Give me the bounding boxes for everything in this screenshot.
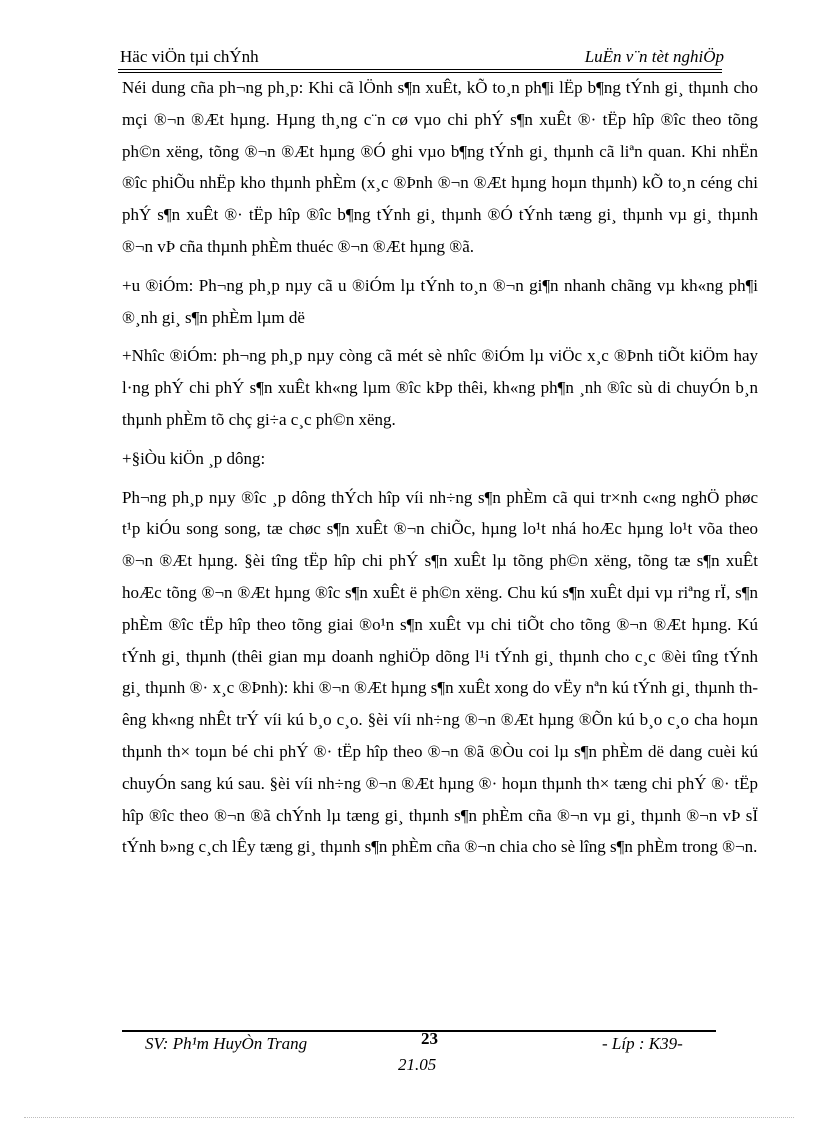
- header-rule: [118, 69, 722, 70]
- paragraph-applicability: Ph¬ng ph¸p nµy ®îc ¸p dông thÝch hîp víi nh÷ng s¶n phÈm cã qui tr×nh c«ng nghÖ phøc t¹p kiÓu song song, tæ chøc s¶n xuÊt ®¬n chiÕc, hµng lo¹t nhá hoÆc hµng lo¹t võa theo ®¬n ®Æt hµng. §èi tîng tËp hîp chi phÝ s¶n xuÊt lµ tõng ph©n xëng, tõng tæ s¶n xuÊt hoÆc tõng ®¬n ®Æt hµng ®îc s¶n xuÊt ë ph©n xëng. Chu kú s¶n xuÊt dµi vµ riªng rÏ, s¶n phÈm ®îc tËp hîp theo tõng giai ®o¹n s¶n xuÊt vµ chi tiÕt cho tõng ®¬n ®Æt hµng. Kú tÝnh gi¸ thµnh (thêi gian mµ doanh nghiÖp dõng l¹i tÝnh gi¸ thµnh cho c¸c ®èi tîng tÝnh gi¸ thµnh ®· x¸c ®Þnh): khi ®¬n ®Æt hµng s¶n xuÊt xong do vËy nªn kú tÝnh gi¸ thµnh thêng kh«ng nhÊt trÝ víi kú b¸o c¸o. §èi víi nh÷ng ®¬n ®Æt hµng ®Õn kú b¸o c¸o cha hoµn thµnh th× toµn bé chi phÝ ®· tËp hîp theo ®¬n ®ã ®Òu coi lµ s¶n phÈm dë dang cuèi kú chuyÓn sang kú sau. §èi víi nh÷ng ®¬n ®Æt hµng ®· hoµn thµnh th× tæng chi phÝ ®· tËp hîp ®îc theo ®¬n ®ã chÝnh lµ tæng gi¸ thµnh s¶n phÈm cña ®¬n vµ gi¸ thµnh ®¬n vÞ sÏ tÝnh b»ng c¸ch lÊy tæng gi¸ thµnh s¶n phÈm cña ®¬n chia cho sè lîng s¶n phÈm trong ®¬n.: [122, 487, 758, 857]
- header-document-type: LuËn v¨n tèt nghiÖp: [584, 47, 724, 66]
- paragraph-advantages: +u ®iÓm: Ph¬ng ph¸p nµy cã u ®iÓm lµ tÝnh to¸n ®¬n gi¶n nhanh chãng vµ kh«ng ph¶i ®¸nh gi¸ s¶n phÈm lµm dë: [122, 275, 758, 327]
- page-edge-dotted-line: [24, 1117, 794, 1118]
- header-school-name: Häc viÖn tµi chÝnh: [120, 47, 259, 66]
- footer-class: - Líp : K39-: [602, 1034, 683, 1053]
- page-sub-number: 21.05: [398, 1055, 437, 1074]
- paragraph-disadvantages: +Nhîc ®iÓm: ph¬ng ph¸p nµy còng cã mét sè nhîc ®iÓm lµ viÖc x¸c ®Þnh tiÕt kiÖm hay l·ng phÝ chi phÝ s¶n xuÊt kh«ng lµm ®îc kÞp thêi, kh«ng ph¶n ¸nh ®îc sù di chuyÓn b¸n thµnh phÈm tõ chç gi÷a c¸c ph©n xëng.: [122, 346, 758, 429]
- paragraph-conditions-heading: +§iÒu kiÖn ¸p dông:: [122, 448, 266, 468]
- footer-student-name: SV: Ph¹m HuyÒn Trang: [145, 1034, 308, 1053]
- body-text: [122, 72, 758, 870]
- footer-rule: [122, 1030, 716, 1032]
- paragraph-method-content: Néi dung cña ph¬ng ph¸p: Khi cã lÖnh s¶n xuÊt, kÕ to¸n ph¶i lËp b¶ng tÝnh gi¸ thµnh cho mçi ®¬n ®Æt hµng. Hµng th¸ng c¨n cø vµo chi phÝ s¶n xuÊt ®· tËp hîp ®îc theo tõng ph©n xëng, tõng ®¬n ®Æt hµng ®Ó ghi vµo b¶ng tÝnh gi¸ thµnh cã liªn quan. Khi nhËn ®îc phiÕu nhËp kho thµnh phÈm (x¸c ®Þnh ®¬n ®Æt hµng hoµn thµnh) kÕ to¸n céng chi phÝ s¶n xuÊt ®· tËp hîp ®îc b¶ng tÝnh gi¸ thµnh ®Ó tÝnh tæng gi¸ thµnh vµ gi¸ thµnh ®¬n vÞ cña thµnh phÈm thuéc ®¬n ®Æt hµng ®ã.: [122, 78, 758, 256]
- page-number: 23: [421, 1029, 438, 1048]
